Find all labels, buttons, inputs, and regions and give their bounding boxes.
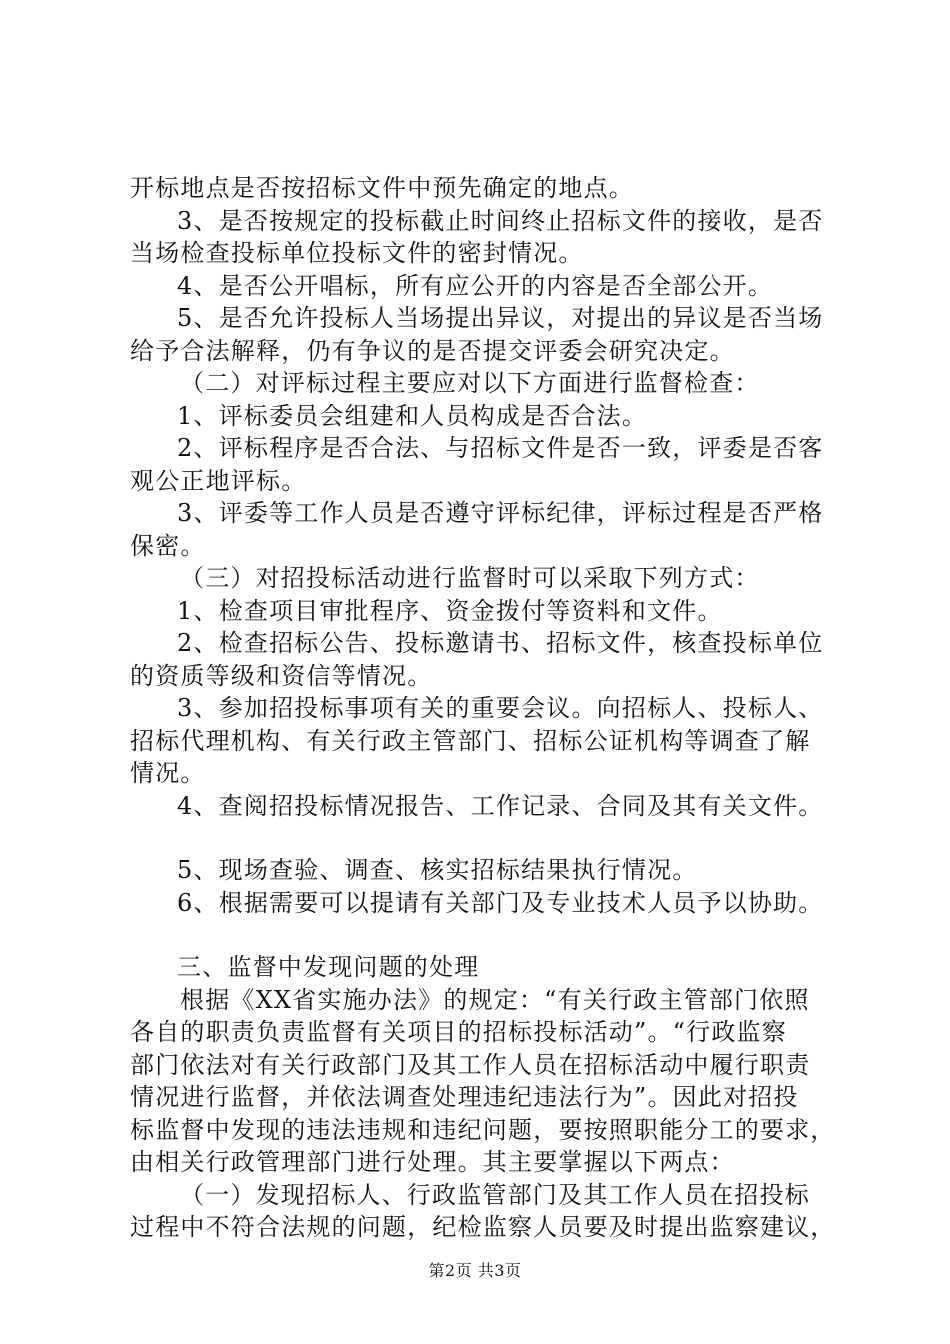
paragraph-line: 5、是否允许投标人当场提出异议，对提出的异议是否当场 — [177, 304, 824, 332]
paragraph-line: 6、根据需要可以提请有关部门及专业技术人员予以协助。 — [177, 888, 824, 917]
paragraph-line: 保密。 — [130, 531, 206, 560]
paragraph-line: 招标代理机构、有关行政主管部门、招标公证机构等调查了解 — [130, 726, 811, 755]
page-footer: 第2页 共3页 — [428, 1261, 522, 1280]
paragraph-line: 2、评标程序是否合法、与招标文件是否一致，评委是否客 — [177, 434, 824, 462]
paragraph-line: 4、查阅招投标情况报告、工作记录、合同及其有关文件。 — [177, 791, 824, 820]
paragraph-line: 1、评标委员会组建和人员构成是否合法。 — [177, 401, 648, 430]
section-heading: （三）对招投标活动进行监督时可以采取下列方式： — [180, 564, 760, 592]
paragraph-line: 观公正地评标。 — [130, 466, 307, 495]
paragraph-line: 3、参加招投标事项有关的重要会议。向招标人、投标人、 — [177, 694, 824, 722]
paragraph-line: 当场检查投标单位投标文件的密封情况。 — [130, 239, 584, 267]
paragraph-line: 由相关行政管理部门进行处理。其主要掌握以下两点： — [130, 1148, 735, 1176]
paragraph-line: 的资质等级和资信等情况。 — [130, 661, 433, 690]
document-body — [130, 172, 836, 1244]
paragraph-line: （一）发现招标人、行政监管部门及其工作人员在招投标 — [180, 1180, 810, 1209]
paragraph-line: 4、是否公开唱标，所有应公开的内容是否全部公开。 — [177, 271, 774, 300]
paragraph-line: 部门依法对有关行政部门及其工作人员在招标活动中履行职责 — [130, 1050, 811, 1079]
paragraph-line: 5、现场查验、调查、核实招标结果执行情况。 — [177, 856, 698, 884]
chapter-heading: 三、监督中发现问题的处理 — [177, 953, 480, 981]
paragraph-line: 开标地点是否按招标文件中预先确定的地点。 — [130, 174, 634, 202]
section-heading: （二）对评标过程主要应对以下方面进行监督检查： — [180, 369, 760, 397]
blank-line — [130, 822, 830, 854]
paragraph-line: 3、是否按规定的投标截止时间终止招标文件的接收，是否 — [177, 206, 824, 235]
paragraph-line: 给予合法解释，仍有争议的是否提交评委会研究决定。 — [130, 336, 735, 365]
paragraph-line: 情况进行监督，并依法调查处理违纪违法行为”。因此对招投 — [130, 1083, 799, 1111]
paragraph-line: 2、检查招标公告、投标邀请书、招标文件，核查投标单位 — [177, 629, 824, 657]
paragraph-line: 3、评委等工作人员是否遵守评标纪律，评标过程是否严格 — [177, 499, 824, 527]
paragraph-line: 各自的职责负责监督有关项目的招标投标活动”。“行政监察 — [130, 1018, 787, 1046]
paragraph-line: 过程中不符合法规的问题，纪检监察人员要及时提出监察建议， — [130, 1213, 836, 1241]
paragraph-line: 标监督中发现的违法违规和违纪问题，要按照职能分工的要求， — [130, 1115, 836, 1144]
paragraph-line: 1、检查项目审批程序、资金拨付等资料和文件。 — [177, 596, 723, 625]
blank-line — [130, 919, 830, 951]
paragraph-line: 根据《XX省实施办法》的规定：“有关行政主管部门依照 — [180, 985, 810, 1014]
paragraph-line: 情况。 — [130, 759, 206, 787]
